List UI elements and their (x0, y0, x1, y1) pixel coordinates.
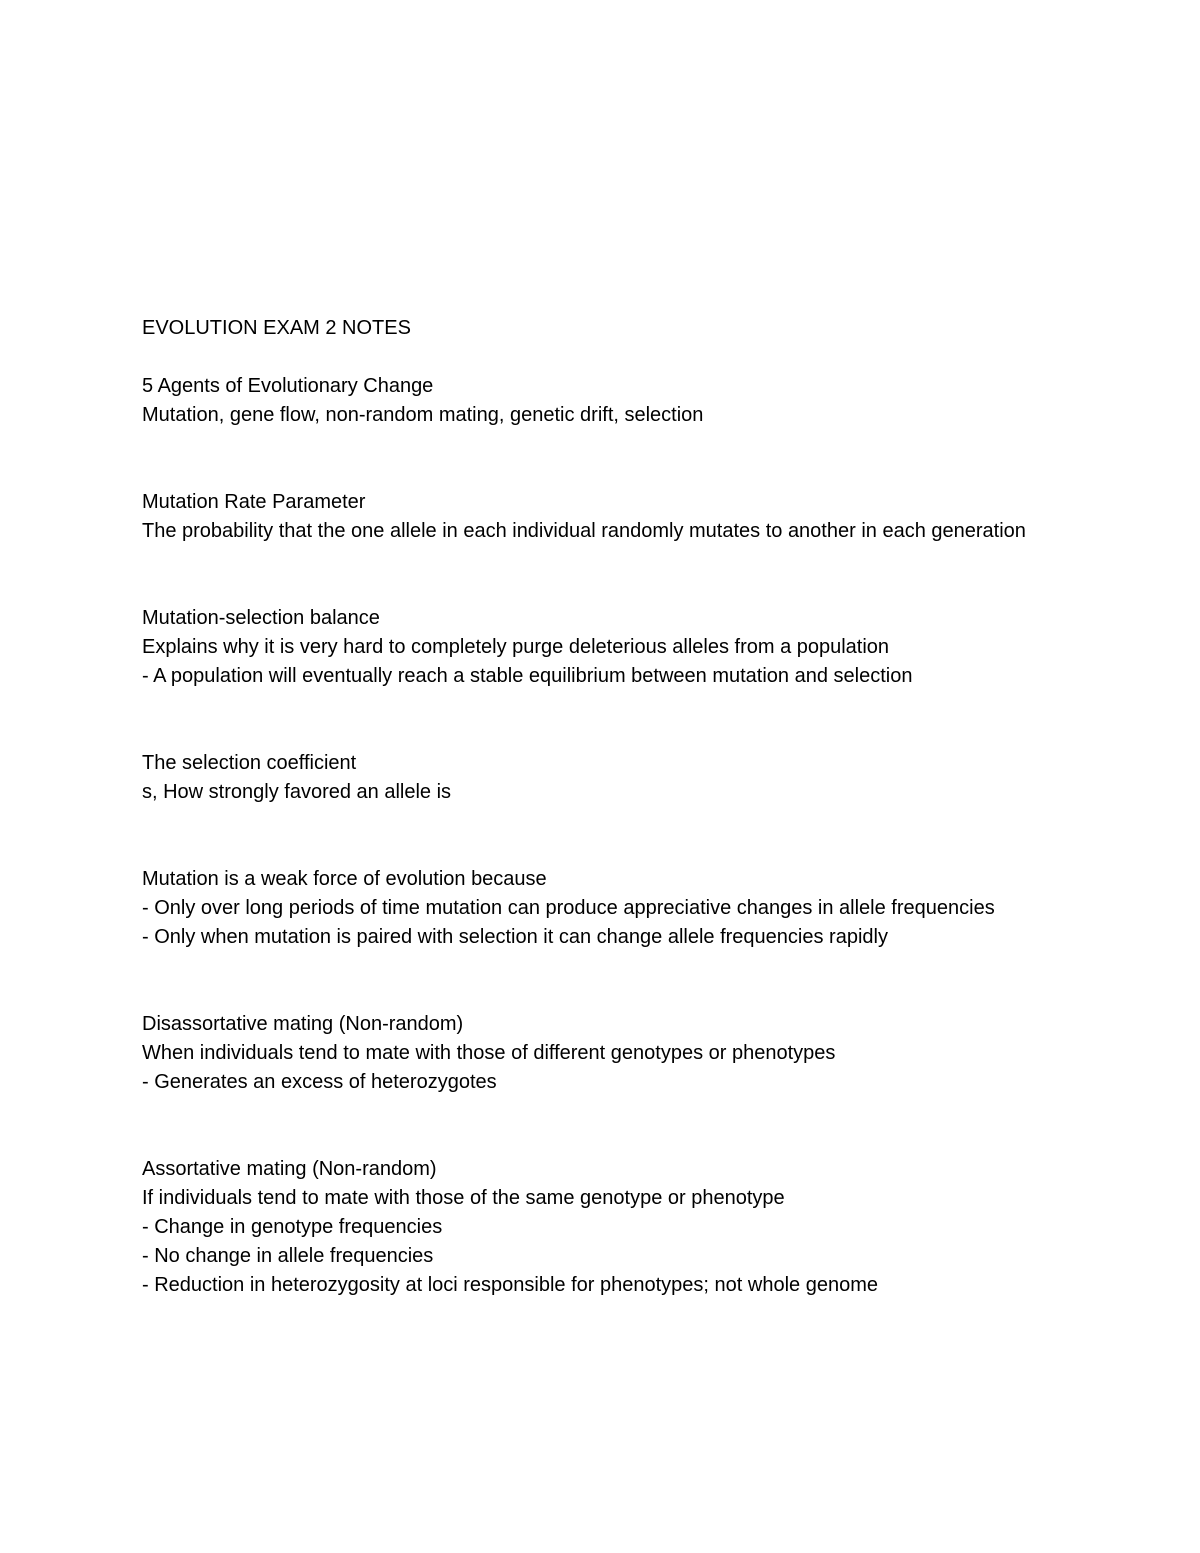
section-line: - A population will eventually reach a stable equilibrium between mutation and selection (142, 665, 913, 687)
section-line: - Reduction in heterozygosity at loci responsible for phenotypes; not whole genome (142, 1274, 878, 1296)
section-line: - Only when mutation is paired with selection it can change allele frequencies rapidly (142, 926, 888, 948)
section-line: When individuals tend to mate with those of different genotypes or phenotypes (142, 1042, 836, 1064)
section-line: If individuals tend to mate with those of the same genotype or phenotype (142, 1187, 785, 1209)
section-disassortative-mating (142, 1010, 1042, 1097)
section-mutation-rate (142, 488, 1042, 546)
section-line: - Only over long periods of time mutation can produce appreciative changes in allele frequencies (142, 897, 995, 919)
section-line: Explains why it is very hard to completely purge deleterious alleles from a population (142, 636, 890, 658)
section-heading: Mutation Rate Parameter (142, 491, 366, 513)
section-heading: Disassortative mating (Non-random) (142, 1013, 464, 1035)
document-title: EVOLUTION EXAM 2 NOTES (142, 317, 411, 339)
section-mutation-selection-balance (142, 604, 1042, 691)
spacer (142, 546, 1042, 604)
section-line: - Change in genotype frequencies (142, 1216, 443, 1238)
section-heading: Assortative mating (Non-random) (142, 1158, 437, 1180)
section-line: The probability that the one allele in each individual randomly mutates to another in each generation (142, 520, 1026, 542)
section-assortative-mating (142, 1155, 1042, 1300)
spacer (142, 952, 1042, 1010)
section-heading: Mutation is a weak force of evolution because (142, 868, 547, 890)
section-agents (142, 372, 1042, 430)
section-heading: The selection coefficient (142, 752, 357, 774)
section-line: Mutation, gene flow, non-random mating, genetic drift, selection (142, 404, 704, 426)
spacer (142, 430, 1042, 488)
section-weak-force (142, 865, 1042, 952)
spacer (142, 807, 1042, 865)
spacer (142, 343, 1042, 372)
section-line: s, How strongly favored an allele is (142, 781, 452, 803)
section-heading: 5 Agents of Evolutionary Change (142, 375, 434, 397)
document-body (142, 314, 1042, 1300)
spacer (142, 1097, 1042, 1155)
spacer (142, 691, 1042, 749)
section-line: - Generates an excess of heterozygotes (142, 1071, 497, 1093)
section-heading: Mutation-selection balance (142, 607, 380, 629)
section-line: - No change in allele frequencies (142, 1245, 434, 1267)
section-selection-coefficient (142, 749, 1042, 807)
